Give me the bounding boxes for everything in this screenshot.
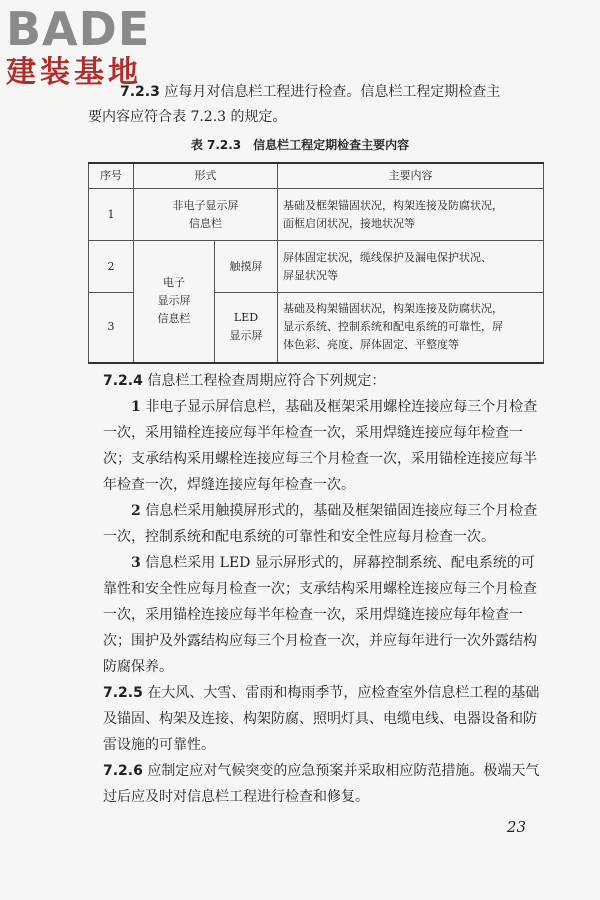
content-line: 屏显状况等	[283, 268, 338, 282]
group-line: 信息栏	[157, 312, 191, 326]
row-no: 3	[89, 293, 134, 363]
row-subform: 触摸屏	[215, 241, 278, 293]
header-form: 形式	[134, 163, 278, 189]
logo-subtitle: 建装基地	[6, 55, 142, 90]
clause-7-2-6	[103, 758, 545, 810]
list-item	[103, 550, 545, 680]
page-number: 23	[506, 818, 526, 836]
clause-text-line2: 要内容应符合表 7.2.3 的规定。	[88, 109, 287, 125]
clause-7-2-3	[88, 80, 545, 130]
form-line: 信息栏	[189, 216, 222, 230]
row-content	[278, 241, 544, 293]
header-no: 序号	[89, 163, 134, 189]
table-row	[89, 189, 544, 241]
item-text: 信息栏采用 LED 显示屏形式的，屏幕控制系统、配电系统的可靠性和安全性应每月检查一次；支承结构采用螺栓连接应每三个月检查一次，采用锚栓连接应每半年检查一次，采用焊缝连接应每年检查一次；围护及外露结构应每三个月检查一次，并应每年进行一次外露结构防腐保养。	[103, 555, 537, 675]
list-item	[103, 394, 545, 498]
item-number: 2	[131, 503, 141, 519]
clause-text-line1: 应每月对信息栏工程进行检查。信息栏工程定期检查主	[164, 84, 501, 100]
group-line: 显示屏	[157, 294, 191, 308]
row-subform	[215, 293, 278, 363]
row-content	[278, 189, 544, 241]
row-no: 2	[89, 241, 134, 293]
row-group-electronic	[134, 241, 215, 363]
clause-number: 7.2.3	[120, 84, 160, 100]
content-line: 面框启闭状况，接地状况等	[283, 216, 415, 230]
form-line: 非电子显示屏	[172, 198, 239, 212]
clause-7-2-4	[103, 368, 545, 394]
item-number: 3	[131, 555, 141, 571]
logo-brand-text: BADE	[6, 2, 151, 56]
content-line: 基础及框架锚固状况，构架连接及防腐状况，	[283, 198, 503, 212]
table-title: 表 7.2.3 信息栏工程定期检查主要内容	[190, 138, 410, 152]
subform-line: LED	[233, 311, 259, 325]
content-line: 体色彩、亮度、屏体固定、平整度等	[283, 338, 459, 352]
clause-number: 7.2.6	[103, 763, 143, 779]
list-item	[103, 498, 545, 550]
row-content	[278, 293, 544, 363]
item-text: 非电子显示屏信息栏，基础及框架采用螺栓连接应每三个月检查一次，采用锚栓连接应每半年检查一次，采用焊缝连接应每年检查一次；支承结构采用螺栓连接应每三个月检查一次，采用锚栓连接应每半年检查一次，焊缝连接应每年检查一次。	[103, 399, 538, 493]
row-no: 1	[89, 189, 134, 241]
item-text: 信息栏采用触摸屏形式的，基础及框架锚固连接应每三个月检查一次，控制系统和配电系统的可靠性和安全性应每月检查一次。	[103, 503, 538, 545]
clause-number: 7.2.4	[103, 373, 143, 389]
clause-number: 7.2.5	[103, 685, 143, 701]
inspection-table	[88, 162, 544, 364]
row-form	[134, 189, 278, 241]
clause-text: 信息栏工程检查周期应符合下列规定：	[147, 373, 386, 389]
clause-text: 应制定应对气候突变的应急预案并采取相应防范措施。极端天气过后应及时对信息栏工程进行检查和修复。	[103, 763, 540, 805]
body-text	[103, 368, 545, 810]
content-line: 基础及构架锚固状况，构架连接及防腐状况，	[283, 302, 503, 316]
table-row	[89, 241, 544, 293]
header-content: 主要内容	[278, 163, 544, 189]
content-line: 屏体固定状况，缆线保护及漏电保护状况、	[283, 250, 492, 264]
clause-text: 在大风、大雪、雷雨和梅雨季节，应检查室外信息栏工程的基础及锚固、构架及连接、构架防腐、照明灯具、电缆电线、电器设备和防雷设施的可靠性。	[103, 685, 540, 753]
item-number: 1	[131, 399, 141, 415]
subform-line: 显示屏	[229, 329, 263, 343]
content-line: 显示系统、控制系统和配电系统的可靠性，屏	[283, 320, 503, 334]
clause-7-2-5	[103, 680, 545, 758]
group-line: 电子	[163, 276, 185, 290]
table-header-row	[89, 163, 544, 189]
